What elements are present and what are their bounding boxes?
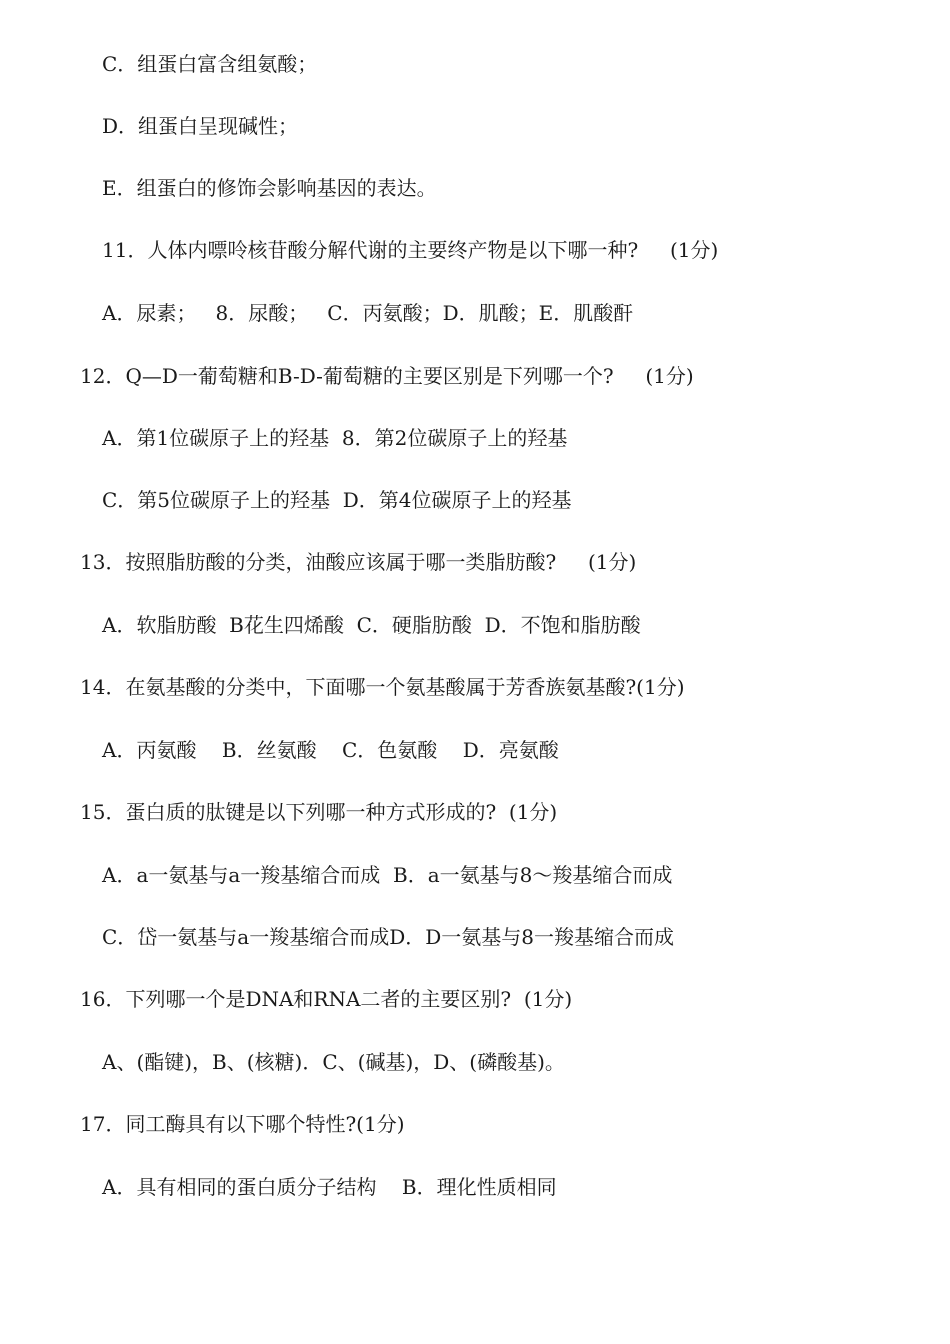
question-15: 15．蛋白质的肽键是以下列哪一种方式形成的? (1分) (80, 800, 558, 824)
question-11: 11．人体内嘌呤核苷酸分解代谢的主要终产物是以下哪一种? (1分) (102, 238, 719, 262)
option-line-q10-d: D．组蛋白呈现碱性； (102, 114, 299, 138)
options-q15-ab: A．a一氨基与a一羧基缩合而成 B．a一氨基与8～羧基缩合而成 (102, 863, 673, 887)
options-q16: A、(酯键)，B、(核糖)．C、(碱基)，D、(磷酸基)。 (102, 1050, 565, 1074)
question-12: 12．Q—D一葡萄糖和B-D-葡萄糖的主要区别是下列哪一个? (1分) (80, 364, 694, 388)
option-line-q10-c: C．组蛋白富含组氨酸； (102, 52, 318, 76)
question-13: 13．按照脂肪酸的分类，油酸应该属于哪一类脂肪酸? (1分) (80, 550, 637, 574)
option-line-q10-e: E．组蛋白的修饰会影响基因的表达。 (102, 176, 437, 200)
options-q12-ab: A．第1位碳原子上的羟基 8．第2位碳原子上的羟基 (102, 426, 568, 450)
options-q17-ab: A．具有相同的蛋白质分子结构 B．理化性质相同 (102, 1175, 557, 1199)
question-16: 16．下列哪一个是DNA和RNA二者的主要区别? (1分) (80, 987, 573, 1011)
question-14: 14．在氨基酸的分类中，下面哪一个氨基酸属于芳香族氨基酸?(1分) (80, 675, 685, 699)
options-q11: A．尿素； 8．尿酸； C．丙氨酸；D．肌酸；E．肌酸酐 (102, 301, 634, 325)
question-17: 17．同工酶具有以下哪个特性?(1分) (80, 1112, 405, 1136)
options-q14: A．丙氨酸 B．丝氨酸 C．色氨酸 D．亮氨酸 (102, 738, 559, 762)
options-q15-cd: C．岱一氨基与a一羧基缩合而成D．D一氨基与8一羧基缩合而成 (102, 925, 675, 949)
options-q13: A．软脂肪酸 B花生四烯酸 C．硬脂肪酸 D．不饱和脂肪酸 (102, 613, 641, 637)
options-q12-cd: C．第5位碳原子上的羟基 D．第4位碳原子上的羟基 (102, 488, 572, 512)
